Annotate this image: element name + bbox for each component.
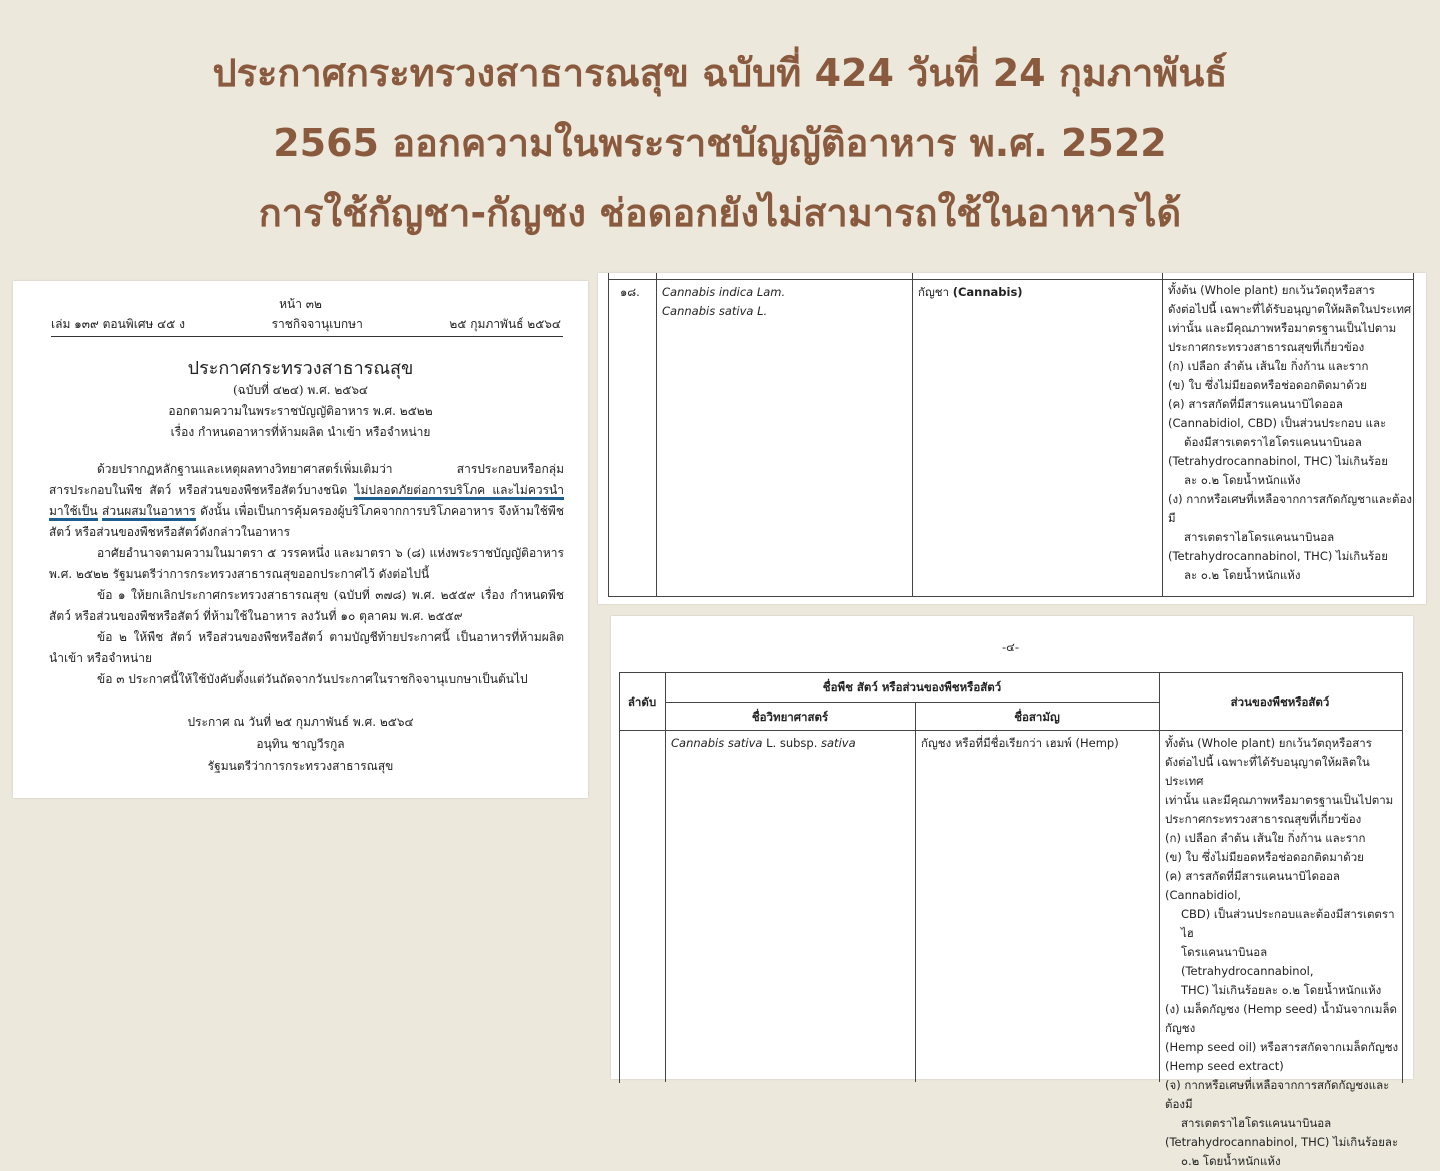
part-line: (Hemp seed oil) หรือสารสกัดจากเมล็ดกัญชง	[1165, 1040, 1399, 1054]
row-number: ๑๘.	[620, 285, 640, 299]
gazette-volume: เล่ม ๑๓๙ ตอนพิเศษ ๔๕ ง	[51, 317, 185, 331]
header-common: ชื่อสามัญ	[1014, 710, 1060, 724]
headline-line-2: 2565 ออกความในพระราชบัญญัติอาหาร พ.ศ. 2522	[273, 121, 1167, 165]
sign-name: อนุทิน ชาญวีรกูล	[256, 737, 345, 751]
clause-3: ข้อ ๓ ประกาศนี้ให้ใช้บังคับตั้งแต่วันถัดจากวันประกาศในราชกิจจานุเบกษาเป็นต้นไป	[97, 672, 528, 686]
part-line: (ค) สารสกัดที่มีสารแคนนาบิไดออล	[1168, 397, 1343, 411]
paragraph-1-text-end: ดังนั้น เพื่อเป็นการคุ้มครองผู้บริโภคจากการบริโภคอาหาร จึงห้ามใช้พืช สัตว์ หรือส่วนของพืชหรือสัตว์ดังกล่าวในอาหาร	[49, 504, 564, 539]
part-line: เท่านั้น และมีคุณภาพหรือมาตรฐานเป็นไปตาม	[1165, 793, 1394, 807]
plant-part-cell	[1168, 281, 1413, 585]
clause-2: ข้อ ๒ ให้พืช สัตว์ หรือส่วนของพืชหรือสัตว์ ตามบัญชีท้ายประกาศนี้ เป็นอาหารที่ห้ามผลิต นำเข้า หรือจำหน่าย	[49, 630, 564, 665]
col-divider	[656, 273, 657, 597]
col-divider	[1159, 672, 1160, 1082]
part-line: (ข) ใบ ซึ่งไม่มียอดหรือช่อดอกติดมาด้วย	[1168, 378, 1367, 392]
decree-title: ประกาศกระทรวงสาธารณสุข	[187, 358, 414, 379]
decree-act: ออกตามความในพระราชบัญญัติอาหาร พ.ศ. ๒๕๒๒	[168, 404, 433, 418]
paragraph-1-text: ด้วยปรากฏหลักฐานและเหตุผลทางวิทยาศาสตร์เพิ่มเติมว่า สารประกอบหรือกลุ่มสารประกอบในพืช สัตว์ หรือส่วนของพืชหรือสัตว์บางชนิด	[49, 462, 564, 497]
part-line: ทั้งต้น (Whole plant) ยกเว้นวัตถุหรือสาร	[1168, 283, 1375, 297]
cannabis-table-excerpt	[598, 273, 1426, 604]
part-line: (Hemp seed extract)	[1165, 1059, 1284, 1073]
paragraph-1	[49, 459, 564, 543]
part-line: เท่านั้น และมีคุณภาพหรือมาตรฐานเป็นไปตาม	[1168, 321, 1397, 335]
part-line: ละ ๐.๒ โดยน้ำหนักแห้ง	[1184, 568, 1301, 582]
part-line: THC) ไม่เกินร้อยละ ๐.๒ โดยน้ำหนักแห้ง	[1181, 983, 1382, 997]
part-line: ประกาศกระทรวงสาธารณสุขที่เกี่ยวข้อง	[1165, 812, 1362, 826]
page-number: หน้า ๓๒	[279, 297, 322, 311]
headline-line-3: การใช้กัญชา-กัญชง ช่อดอกยังไม่สามารถใช้ในอาหารได้	[258, 191, 1182, 235]
scientific-name-2: Cannabis sativa L.	[662, 304, 768, 318]
common-name	[918, 283, 1023, 302]
common-name: กัญชง หรือที่มีชื่อเรียกว่า เฮมพ์ (Hemp)	[921, 736, 1119, 750]
sign-date: ประกาศ ณ วันที่ ๒๕ กุมภาพันธ์ พ.ศ. ๒๕๖๔	[187, 715, 414, 729]
decree-body	[49, 459, 564, 690]
header-order: ลำดับ	[627, 695, 657, 709]
part-line: (Tetrahydrocannabinol, THC) ไม่เกินร้อย	[1168, 549, 1388, 563]
part-line: สารเตตราไฮโดรแคนนาบินอล	[1181, 1116, 1332, 1130]
part-line: (Cannabidiol, CBD) เป็นส่วนประกอบ และ	[1168, 416, 1387, 430]
part-line: สารเตตราไฮโดรแคนนาบินอล	[1184, 530, 1335, 544]
part-line: ทั้งต้น (Whole plant) ยกเว้นวัตถุหรือสาร	[1165, 736, 1372, 750]
col-divider	[912, 273, 913, 597]
plant-part-cell	[1165, 734, 1401, 1171]
header-name: ชื่อพืช สัตว์ หรือส่วนของพืชหรือสัตว์	[822, 680, 1002, 694]
common-name-th: กัญชา	[918, 285, 950, 299]
part-line: ประกาศกระทรวงสาธารณสุขที่เกี่ยวข้อง	[1168, 340, 1365, 354]
part-line: (จ) กากหรือเศษที่เหลือจากการสกัดกัญชงและต้องมี	[1165, 1078, 1390, 1111]
row-divider	[665, 702, 1159, 703]
signature-block	[13, 711, 588, 777]
highlight-underline-1: ไม่ปลอดภัยต่อการบริโภค และไม่ควรนำมาใช้เป็น	[49, 483, 564, 521]
sci-subspecies: sativa	[821, 736, 856, 750]
part-line: ดังต่อไปนี้ เฉพาะที่ได้รับอนุญาตให้ผลิตในประเทศ	[1168, 302, 1412, 316]
decree-page	[13, 281, 588, 798]
scientific-name	[671, 734, 856, 753]
part-line: CBD) เป็นส่วนประกอบและต้องมีสารเตตราไฮ	[1181, 907, 1395, 940]
paragraph-2: อาศัยอำนาจตามความในมาตรา ๕ วรรคหนึ่ง และมาตรา ๖ (๘) แห่งพระราชบัญญัติอาหาร พ.ศ. ๒๕๒๒ รัฐมนตรีว่าการกระทรวงสาธารณสุขออกประกาศไว้ ดังต่อไปนี้	[49, 546, 564, 581]
decree-subject: เรื่อง กำหนดอาหารที่ห้ามผลิต นำเข้า หรือจำหน่าย	[170, 425, 431, 439]
hemp-table-page	[611, 616, 1413, 1168]
col-divider	[1162, 273, 1163, 597]
sci-genus-species: Cannabis sativa	[671, 736, 763, 750]
part-line: (Tetrahydrocannabinol, THC) ไม่เกินร้อยละ	[1165, 1135, 1399, 1149]
headline	[0, 38, 1440, 248]
part-line: ละ ๐.๒ โดยน้ำหนักแห้ง	[1184, 473, 1301, 487]
page-mark: -๔-	[1002, 640, 1020, 654]
row-divider	[619, 730, 1402, 731]
part-line: ต้องมีสารเตตราไฮโดรแคนนาบินอล	[1184, 435, 1362, 449]
headline-line-1: ประกาศกระทรวงสาธารณสุข ฉบับที่ 424 วันที่ 24 กุมภาพันธ์	[212, 51, 1228, 95]
decree-number: (ฉบับที่ ๔๒๔) พ.ศ. ๒๕๖๔	[232, 383, 369, 397]
part-line: ๐.๒ โดยน้ำหนักแห้ง	[1181, 1154, 1281, 1168]
highlight-underline-2: ส่วนผสมในอาหาร	[102, 504, 196, 521]
gazette-name: ราชกิจจานุเบกษา	[271, 317, 363, 331]
scientific-name-1: Cannabis indica Lam.	[662, 285, 786, 299]
part-line: (ก) เปลือก ลำต้น เส้นใย กิ่งก้าน และราก	[1168, 359, 1369, 373]
row-divider	[608, 279, 1414, 280]
part-line: โดรแคนนาบินอล (Tetrahydrocannabinol,	[1181, 945, 1314, 978]
part-line: (Tetrahydrocannabinol, THC) ไม่เกินร้อย	[1168, 454, 1388, 468]
part-line: (ง) กากหรือเศษที่เหลือจากการสกัดกัญชาและต้องมี	[1168, 492, 1413, 525]
header-scientific: ชื่อวิทยาศาสตร์	[751, 710, 829, 724]
part-line: ดังต่อไปนี้ เฉพาะที่ได้รับอนุญาตให้ผลิตในประเทศ	[1165, 755, 1370, 788]
part-line: (ก) เปลือก ลำต้น เส้นใย กิ่งก้าน และราก	[1165, 831, 1366, 845]
clause-1: ข้อ ๑ ให้ยกเลิกประกาศกระทรวงสาธารณสุข (ฉบับที่ ๓๗๘) พ.ศ. ๒๕๕๙ เรื่อง กำหนดพืช สัตว์ หรือส่วนของพืชหรือสัตว์ ที่ห้ามใช้ในอาหาร ลงวันที่ ๑๐ ตุลาคม พ.ศ. ๒๕๕๙	[49, 588, 564, 623]
sign-position: รัฐมนตรีว่าการกระทรวงสาธารณสุข	[207, 759, 394, 773]
col-divider	[665, 672, 666, 1082]
gazette-date: ๒๕ กุมภาพันธ์ ๒๕๖๔	[449, 317, 561, 331]
gazette-header	[51, 315, 561, 334]
part-line: (ค) สารสกัดที่มีสารแคนนาบิไดออล (Cannabidiol,	[1165, 869, 1340, 902]
part-line: (ข) ใบ ซึ่งไม่มียอดหรือช่อดอกติดมาด้วย	[1165, 850, 1364, 864]
header-rule	[51, 336, 563, 337]
common-name-en: (Cannabis)	[952, 285, 1023, 299]
header-part: ส่วนของพืชหรือสัตว์	[1230, 695, 1330, 709]
part-line: (ง) เมล็ดกัญชง (Hemp seed) น้ำมันจากเมล็ดกัญชง	[1165, 1002, 1398, 1035]
sci-author: L. subsp.	[762, 736, 822, 750]
col-divider	[915, 702, 916, 1082]
